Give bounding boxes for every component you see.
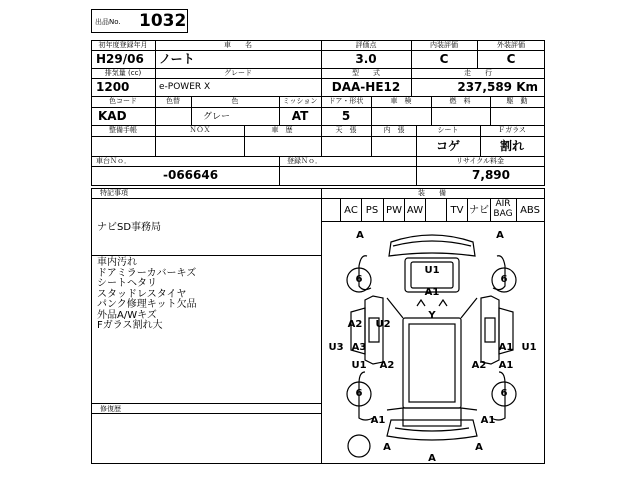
header-mission: ミッション — [282, 97, 318, 105]
header-vehicle-inspection: 車 検 — [390, 97, 412, 105]
header-car-history: 車 歴 — [271, 126, 293, 134]
damage-mark: A — [383, 442, 391, 453]
damage-mark: A1 — [498, 342, 514, 353]
lot-number: 1032 — [139, 11, 187, 31]
remark-line: パンク修理キット欠品 — [97, 299, 197, 310]
damage-mark: 6 — [500, 388, 508, 399]
header-recycle-fee: リサイクル料金 — [455, 157, 505, 165]
doors-value: 5 — [341, 109, 351, 123]
chassis-no-value: -066646 — [163, 168, 219, 182]
header-exterior: 外装評価 — [497, 41, 525, 49]
header-displacement: 排気量 (cc) — [104, 69, 142, 77]
damage-mark: A1 — [424, 287, 440, 298]
displacement-value: 1200 — [96, 80, 130, 94]
damage-mark: Y — [428, 310, 436, 321]
damage-mark: A — [475, 442, 483, 453]
damage-mark: A2 — [347, 319, 363, 330]
remark-line: 外品A/Wキズ — [97, 309, 157, 321]
header-manual: 整備手帳 — [109, 126, 137, 134]
damage-mark: 6 — [355, 388, 363, 399]
color-code-value: KAD — [98, 109, 127, 123]
equipment-tv: TV — [450, 205, 464, 216]
right-side-outline — [481, 296, 499, 364]
damage-mark: A1 — [498, 360, 514, 371]
header-reg-year: 初年度登録年月 — [98, 41, 148, 49]
seat-value: コゲ — [435, 139, 461, 153]
remarks-list — [97, 258, 197, 332]
recycle-fee-value: 7,890 — [472, 168, 510, 182]
damage-mark: U2 — [375, 319, 391, 330]
damage-mark: A2 — [471, 360, 487, 371]
header-interior: 内装評価 — [430, 41, 458, 49]
header-drive: 駆 動 — [506, 97, 528, 105]
header-grade: グレード — [224, 69, 252, 77]
color-value: グレー — [203, 112, 231, 122]
model-value: DAA-HE12 — [331, 80, 401, 94]
remarks-top: ナビSD事務局 — [97, 222, 162, 233]
spare-tire-icon — [348, 435, 370, 457]
damage-mark: 6 — [500, 274, 508, 285]
reg-year-value: H29/06 — [96, 52, 144, 66]
damage-mark: U1 — [351, 360, 367, 371]
damage-mark: A — [496, 230, 504, 241]
car-name-value: ノート — [159, 52, 195, 66]
header-doors-shape: ドア・形状 — [328, 97, 364, 105]
equipment-pw: PW — [386, 205, 402, 216]
remark-line: 車内汚れ — [97, 257, 137, 268]
header-fuel: 燃 料 — [449, 97, 471, 105]
header-color-code: 色コード — [109, 97, 137, 105]
header-equipment: 装 備 — [418, 189, 446, 197]
header-mileage: 走 行 — [464, 69, 492, 77]
remark-line: Fガラス割れ大 — [97, 320, 163, 331]
damage-mark: U3 — [328, 342, 344, 353]
damage-mark: A3 — [351, 342, 367, 353]
equipment-ps: PS — [365, 205, 379, 216]
header-interior-upholstery: 内 張 — [383, 126, 405, 134]
f-glass-value: 割れ — [499, 139, 525, 153]
equipment-aw: AW — [406, 205, 424, 216]
equipment-ac: AC — [344, 205, 358, 216]
car-rear-outline — [387, 420, 477, 440]
remark-line: シートヘタリ — [97, 278, 157, 289]
header-color: 色 — [231, 97, 239, 105]
header-seat: シート — [437, 126, 459, 134]
car-front-outline — [389, 235, 475, 256]
damage-mark: U1 — [424, 265, 440, 276]
header-registration-no: 登録Ｎｏ． — [287, 157, 322, 165]
mission-value: AT — [291, 109, 309, 123]
header-remarks: 特記事項 — [100, 189, 128, 197]
equipment-abs: ABS — [520, 205, 540, 216]
damage-mark: 6 — [355, 274, 363, 285]
header-sunroof: 天 張 — [335, 126, 357, 134]
header-nox: ＮＯＸ — [189, 126, 211, 134]
damage-mark: A — [428, 453, 436, 464]
damage-mark: A1 — [480, 415, 496, 426]
header-score: 評価点 — [355, 41, 377, 49]
header-f-glass: Ｆガラス — [498, 126, 526, 134]
header-repair-history: 修復歴 — [100, 405, 121, 413]
header-color-type: 色替 — [166, 97, 180, 105]
damage-mark: A2 — [379, 360, 395, 371]
lot-label: 出品No. — [95, 18, 121, 26]
damage-mark: A1 — [370, 415, 386, 426]
roof-outline — [403, 318, 461, 408]
remark-line: ドアミラーカバーキズ — [97, 267, 197, 279]
equipment-airbag: AIR BAG — [493, 199, 513, 219]
header-chassis-no: 車台Ｎｏ． — [96, 157, 131, 165]
interior-value: C — [439, 52, 449, 66]
grade-value: e-POWER X — [159, 82, 211, 92]
remark-line: スタッドレスタイヤ — [97, 288, 187, 300]
exterior-value: C — [506, 52, 516, 66]
header-car-name: 車 名 — [224, 41, 252, 49]
damage-mark: A — [356, 230, 364, 241]
equipment-navi: ナビ — [469, 205, 489, 216]
header-model: 型 式 — [352, 69, 380, 77]
score-value: 3.0 — [355, 52, 377, 66]
damage-mark: U1 — [521, 342, 537, 353]
mileage-value: 237,589 Km — [457, 80, 538, 94]
